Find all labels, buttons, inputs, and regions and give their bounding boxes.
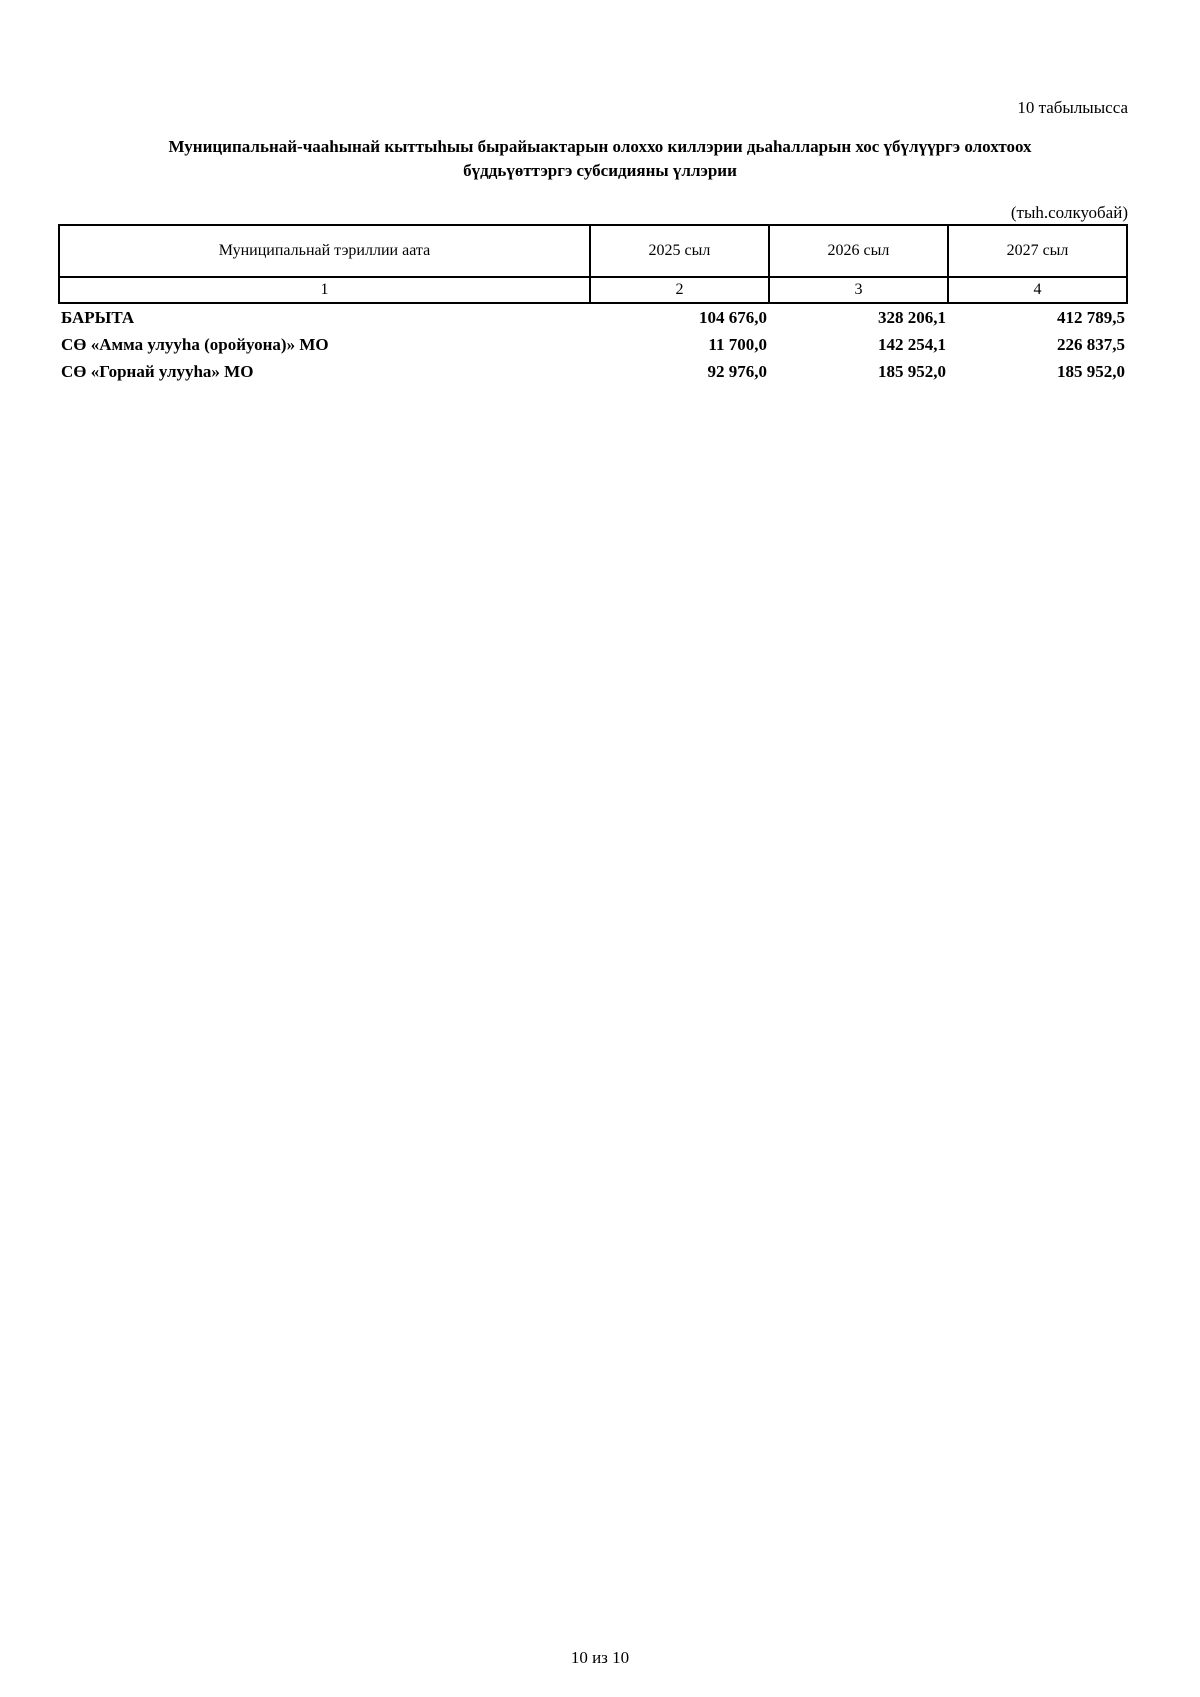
- value-2027: 185 952,0: [1057, 361, 1125, 381]
- column-number: 1: [59, 277, 590, 303]
- value-2027: 412 789,5: [1057, 307, 1125, 327]
- table-row-total: [59, 303, 1127, 331]
- units-label: (тыһ.солкуобай): [1010, 203, 1128, 222]
- title-line-1: Муниципальнай-чааһынай кыттыһыы бырайыактарын олоххо киллэрии дьаһалларын хос үбүлүүргэ олохтоох: [168, 137, 1032, 156]
- value-2026: 185 952,0: [877, 361, 946, 381]
- column-number: 3: [769, 277, 948, 303]
- document-title: [70, 135, 1130, 183]
- subsidy-table: [58, 224, 1128, 385]
- table-header-row: [59, 225, 1127, 277]
- row-name: СӨ «Амма улууһа (оройуона)» МО: [61, 334, 329, 354]
- column-header-2026: 2026 сыл: [769, 225, 948, 277]
- column-number-row: [59, 277, 1127, 303]
- value-2026: 142 254,1: [877, 334, 946, 354]
- table-row: [59, 358, 1127, 385]
- row-name: СӨ «Горнай улууһа» МО: [61, 361, 254, 381]
- table-row: [59, 331, 1127, 358]
- column-number: 4: [948, 277, 1127, 303]
- column-number: 2: [590, 277, 769, 303]
- value-2025: 11 700,0: [708, 334, 767, 354]
- value-2027: 226 837,5: [1057, 334, 1125, 354]
- value-2026: 328 206,1: [877, 307, 946, 327]
- value-2025: 104 676,0: [698, 307, 767, 327]
- page-number: 10 из 10: [570, 1648, 630, 1667]
- column-header-2025: 2025 сыл: [590, 225, 769, 277]
- value-2025: 92 976,0: [707, 361, 767, 381]
- title-line-2: бүддьүөттэргэ субсидияны үллэрии: [463, 161, 737, 180]
- appendix-label: 10 табылыысса: [1017, 98, 1128, 117]
- column-header-municipality: Муниципальнай тэриллии аата: [59, 225, 590, 277]
- row-name: БАРЫТА: [61, 307, 135, 327]
- column-header-2027: 2027 сыл: [948, 225, 1127, 277]
